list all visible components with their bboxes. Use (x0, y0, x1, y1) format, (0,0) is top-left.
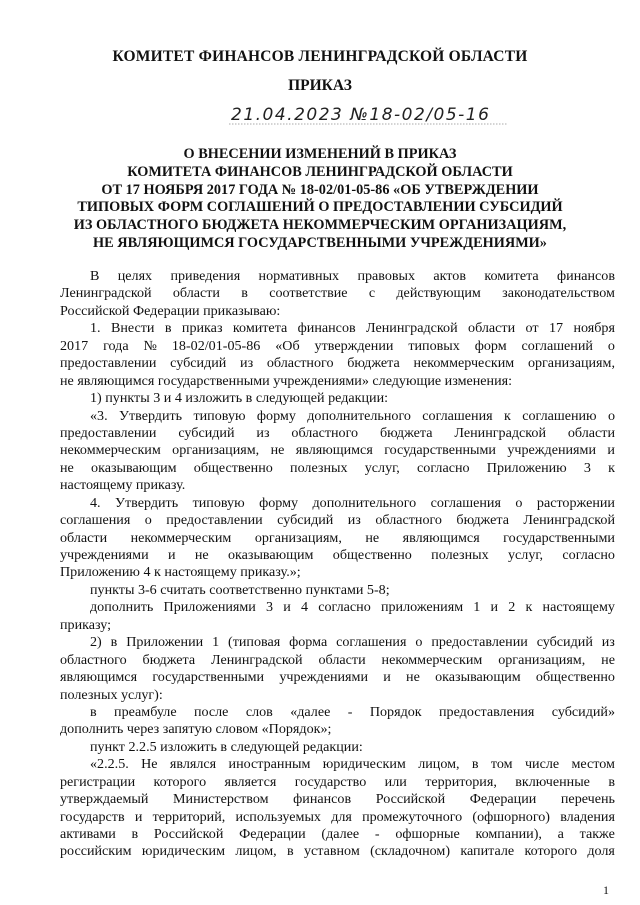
body-line: Российской Федерации приказываю: (60, 302, 281, 319)
body-line: «2.2.5. Не являлся иностранным юридическим лицом, в том числе местом (90, 756, 615, 773)
body-line: дополнить через запятую словом «Порядок»; (60, 721, 332, 738)
handwritten-date-number (225, 102, 515, 126)
body-line: не являющимся государственными учреждениями» следующие изменения: (60, 372, 513, 389)
document-body (60, 268, 615, 861)
title-line: ОТ 17 НОЯБРЯ 2017 ГОДА № 18-02/01-05-86 «ОБ УТВЕРЖДЕНИИ (101, 181, 539, 198)
document-type: ПРИКАЗ (288, 77, 352, 94)
handwritten-date-number-text: 21.04.2023 №18-02/05-16 (231, 105, 491, 125)
body-line: в преамбуле после слов «далее - Порядок предоставления субсидий» (90, 703, 615, 720)
body-line: полезных услуг): (60, 686, 163, 703)
body-line: Ленинградской области в соответствие с действующим законодательством (60, 285, 615, 302)
body-line: пункт 2.2.5 изложить в следующей редакции: (90, 738, 363, 755)
title-line: ТИПОВЫХ ФОРМ СОГЛАШЕНИЙ О ПРЕДОСТАВЛЕНИИ СУБСИДИЙ (77, 199, 563, 216)
body-line: учреждениями и не оказывающим общественно полезных услуг, согласно (60, 547, 615, 563)
title-line: О ВНЕСЕНИИ ИЗМЕНЕНИЙ В ПРИКАЗ (183, 146, 457, 162)
body-line: утверждаемый Министерством финансов Российской Федерации перечень (60, 791, 615, 808)
body-line: областного бюджета Ленинградской области некоммерческим организациям, не (60, 651, 615, 668)
body-line: 1. Внести в приказ комитета финансов Ленинградской области от 17 ноября (90, 320, 615, 337)
body-line: 2017 года № 18-02/01-05-86 «Об утверждении типовых форм соглашений о (60, 337, 615, 354)
body-line: регистрации которого является государство или территория, включенные в (60, 773, 615, 790)
body-line: Приложению 4 к настоящему приказу.»; (60, 564, 301, 581)
body-line: области некоммерческим организациям, не являющимся государственными (60, 529, 615, 546)
body-line: предоставлении субсидий из областного бюджета некоммерческим организациям, (60, 355, 615, 372)
body-line: настоящему приказу. (60, 477, 186, 494)
title-line: ИЗ ОБЛАСТНОГО БЮДЖЕТА НЕКОММЕРЧЕСКИМ ОРГАНИЗАЦИЯМ, (73, 217, 567, 234)
organization-header: КОМИТЕТ ФИНАНСОВ ЛЕНИНГРАДСКОЙ ОБЛАСТИ (112, 48, 528, 65)
body-line: дополнить Приложениями 3 и 4 согласно приложениям 1 и 2 к настоящему (90, 599, 615, 616)
title-line: НЕ ЯВЛЯЮЩИМСЯ ГОСУДАРСТВЕННЫМИ УЧРЕЖДЕНИЯМИ» (93, 234, 547, 251)
body-line: пункты 3-6 считать соответственно пунктами 5-8; (90, 581, 390, 598)
body-line: приказу; (60, 616, 112, 633)
body-line: российским юридическим лицом, в уставном (складочном) капитале которого доля (60, 843, 615, 860)
body-line: государств и территорий, используемых для промежуточного (офшорного) владения (60, 808, 615, 825)
body-line: являющимся государственными учреждениями и не оказывающим общественно (60, 669, 615, 686)
body-line: В целях приведения нормативных правовых актов комитета финансов (90, 268, 615, 284)
page-number: 1 (603, 883, 609, 897)
body-line: «3. Утвердить типовую форму дополнительного соглашения к соглашению о (90, 407, 615, 424)
body-line: 2) в Приложении 1 (типовая форма соглашения о предоставлении субсидий из (90, 634, 615, 651)
body-line: не оказывающим общественно полезных услуг, согласно Приложению 3 к (60, 459, 615, 476)
body-line: соглашения о предоставлении субсидий из областного бюджета Ленинградской (60, 512, 615, 529)
body-line: некоммерческим организациям, не являющимся государственными учреждениями и (60, 442, 615, 459)
document-title (60, 146, 580, 253)
body-line: 1) пункты 3 и 4 изложить в следующей редакции: (90, 390, 389, 407)
body-line: активами в Российской Федерации (далее - офшорные компании), а также (60, 826, 615, 842)
title-line: КОМИТЕТА ФИНАНСОВ ЛЕНИНГРАДСКОЙ ОБЛАСТИ (127, 163, 513, 180)
body-line: 4. Утвердить типовую форму дополнительного соглашения о расторжении (90, 494, 615, 511)
body-line: предоставлении субсидий из областного бюджета Ленинградской области (60, 424, 615, 441)
